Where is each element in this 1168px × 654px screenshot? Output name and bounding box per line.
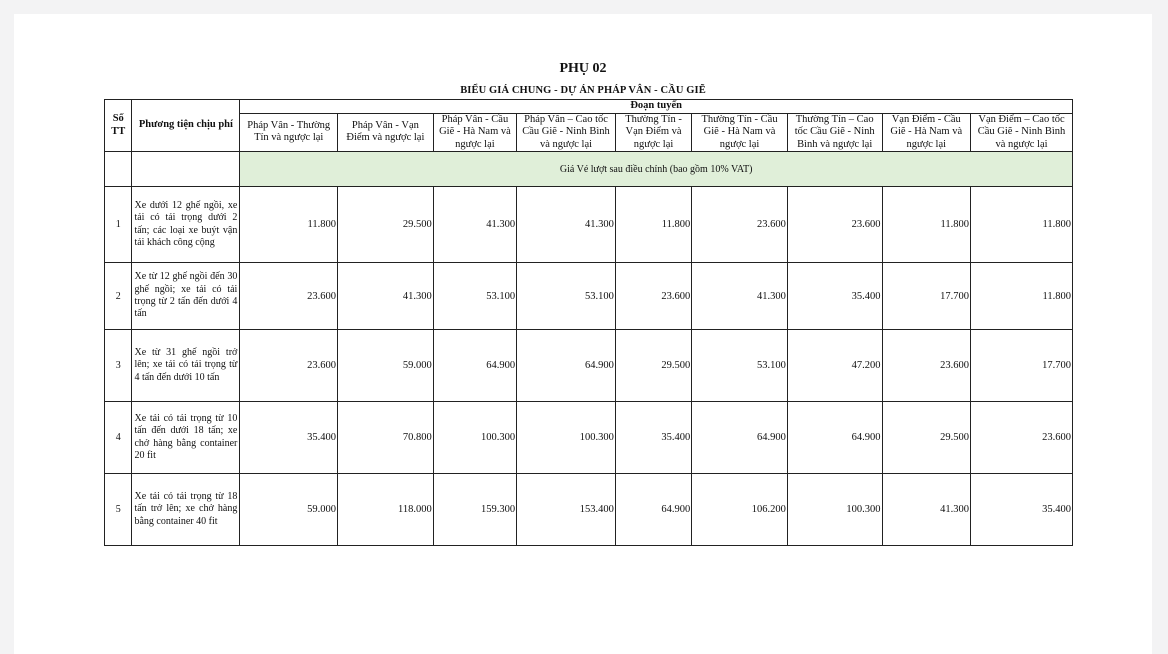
empty-cell [132, 152, 240, 187]
price-cell: 23.600 [787, 187, 882, 263]
row-stt: 3 [105, 330, 132, 402]
price-cell: 41.300 [338, 263, 434, 330]
price-cell: 11.800 [971, 187, 1073, 263]
price-cell: 53.100 [692, 330, 788, 402]
row-vehicle: Xe từ 31 ghế ngồi trở lên; xe tải có tải trọng từ 4 tấn đến dưới 10 tấn [132, 330, 240, 402]
row-vehicle: Xe tải có tải trọng từ 10 tấn đến dưới 18 tấn; xe chở hàng bằng container 20 fit [132, 402, 240, 474]
price-cell: 100.300 [787, 474, 882, 546]
price-label-row [105, 152, 1073, 187]
price-cell: 59.000 [240, 474, 338, 546]
header-route: Pháp Vân - Thường Tín và ngược lại [240, 113, 338, 152]
price-cell: 29.500 [338, 187, 434, 263]
price-cell: 64.900 [615, 474, 691, 546]
header-route: Thường Tín – Cao tốc Cầu Giẽ - Ninh Bình và ngược lại [787, 113, 882, 152]
price-label: Giá Vé lượt sau điều chỉnh (bao gồm 10% VAT) [240, 152, 1073, 187]
price-cell: 64.900 [517, 330, 616, 402]
header-route: Vạn Điểm - Cầu Giẽ - Hà Nam và ngược lại [882, 113, 971, 152]
price-cell: 17.700 [882, 263, 971, 330]
price-cell: 23.600 [971, 402, 1073, 474]
price-cell: 35.400 [240, 402, 338, 474]
price-cell: 64.900 [787, 402, 882, 474]
table-row [105, 187, 1073, 263]
price-cell: 53.100 [433, 263, 516, 330]
row-vehicle: Xe từ 12 ghế ngồi đến 30 ghế ngồi; xe tải có tải trọng từ 2 tấn đến dưới 4 tấn [132, 263, 240, 330]
price-cell: 159.300 [433, 474, 516, 546]
price-cell: 64.900 [433, 330, 516, 402]
price-cell: 29.500 [882, 402, 971, 474]
header-row-group [105, 100, 1073, 114]
price-cell: 41.300 [433, 187, 516, 263]
header-route: Pháp Vân - Vạn Điểm và ngược lại [338, 113, 434, 152]
table-row [105, 402, 1073, 474]
document-page [14, 14, 1152, 654]
price-cell: 23.600 [240, 330, 338, 402]
price-cell: 106.200 [692, 474, 788, 546]
price-cell: 29.500 [615, 330, 691, 402]
fee-table [104, 99, 1073, 546]
price-cell: 41.300 [517, 187, 616, 263]
price-cell: 23.600 [615, 263, 691, 330]
header-route: Pháp Vân - Cầu Giẽ - Hà Nam và ngược lại [433, 113, 516, 152]
price-cell: 153.400 [517, 474, 616, 546]
table-row [105, 263, 1073, 330]
row-stt: 4 [105, 402, 132, 474]
table-row [105, 474, 1073, 546]
document-subtitle: BIỂU GIÁ CHUNG - DỰ ÁN PHÁP VÂN - CẦU GIẼ [460, 85, 706, 96]
price-cell: 41.300 [882, 474, 971, 546]
price-cell: 35.400 [971, 474, 1073, 546]
price-cell: 11.800 [971, 263, 1073, 330]
price-cell: 59.000 [338, 330, 434, 402]
price-cell: 100.300 [517, 402, 616, 474]
price-cell: 11.800 [882, 187, 971, 263]
price-cell: 11.800 [240, 187, 338, 263]
header-stt: Số TT [105, 100, 132, 152]
price-cell: 11.800 [615, 187, 691, 263]
price-cell: 35.400 [615, 402, 691, 474]
table-row [105, 330, 1073, 402]
row-stt: 2 [105, 263, 132, 330]
price-cell: 17.700 [971, 330, 1073, 402]
price-cell: 70.800 [338, 402, 434, 474]
price-cell: 100.300 [433, 402, 516, 474]
header-route: Thường Tín - Vạn Điểm và ngược lại [615, 113, 691, 152]
row-vehicle: Xe dưới 12 ghế ngồi, xe tải có tải trọng dưới 2 tấn; các loại xe buýt vận tải khách công cộng [132, 187, 240, 263]
price-cell: 35.400 [787, 263, 882, 330]
price-cell: 23.600 [692, 187, 788, 263]
price-cell: 64.900 [692, 402, 788, 474]
document-title: PHỤ 02 [559, 61, 607, 76]
header-route: Pháp Vân – Cao tốc Cầu Giẽ - Ninh Bình và ngược lại [517, 113, 616, 152]
price-cell: 47.200 [787, 330, 882, 402]
header-route: Thường Tín - Cầu Giẽ - Hà Nam và ngược lại [692, 113, 788, 152]
header-route-group: Đoạn tuyến [240, 100, 1073, 114]
row-stt: 5 [105, 474, 132, 546]
price-cell: 23.600 [240, 263, 338, 330]
header-route: Vạn Điểm – Cao tốc Cầu Giẽ - Ninh Bình và ngược lại [971, 113, 1073, 152]
price-cell: 41.300 [692, 263, 788, 330]
row-vehicle: Xe tải có tải trọng từ 18 tấn trở lên; xe chở hàng bằng container 40 fit [132, 474, 240, 546]
price-cell: 53.100 [517, 263, 616, 330]
row-stt: 1 [105, 187, 132, 263]
empty-cell [105, 152, 132, 187]
header-vehicle: Phương tiện chịu phí [132, 100, 240, 152]
price-cell: 23.600 [882, 330, 971, 402]
price-cell: 118.000 [338, 474, 434, 546]
header-row-routes [105, 113, 1073, 152]
